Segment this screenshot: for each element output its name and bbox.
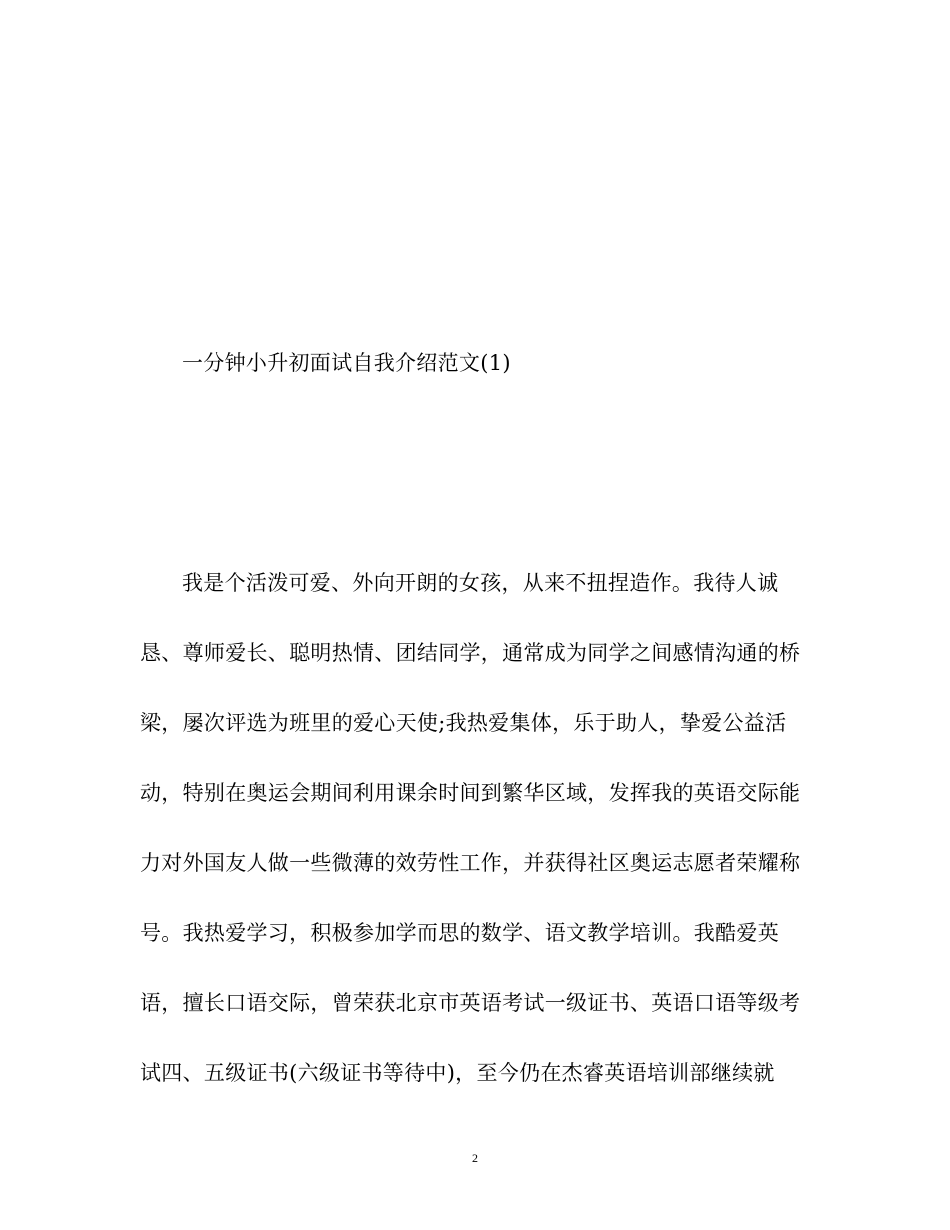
page-number: 2	[472, 1151, 478, 1165]
paragraph-line: 号。我热爱学习，积极参加学而思的数学、语文教学培训。我酷爱英	[140, 921, 779, 945]
paragraph-line: 动，特别在奥运会期间利用课余时间到繁华区域，发挥我的英语交际能	[140, 781, 801, 805]
paragraph-line: 语，擅长口语交际，曾荣获北京市英语考试一级证书、英语口语等级考	[140, 991, 801, 1015]
paragraph-line: 我是个活泼可爱、外向开朗的女孩，从来不扭捏造作。我待人诚	[182, 571, 779, 595]
paragraph-line: 试四、五级证书(六级证书等待中)，至今仍在杰睿英语培训部继续就	[140, 1061, 775, 1085]
paragraph-line: 恳、尊师爱长、聪明热情、团结同学，通常成为同学之间感情沟通的桥	[140, 641, 801, 665]
document-title: 一分钟小升初面试自我介绍范文(1)	[182, 351, 511, 375]
paragraph-line: 梁，屡次评选为班里的爱心天使;我热爱集体，乐于助人，挚爱公益活	[140, 711, 787, 735]
paragraph-line: 力对外国友人做一些微薄的效劳性工作，并获得社区奥运志愿者荣耀称	[140, 851, 801, 875]
